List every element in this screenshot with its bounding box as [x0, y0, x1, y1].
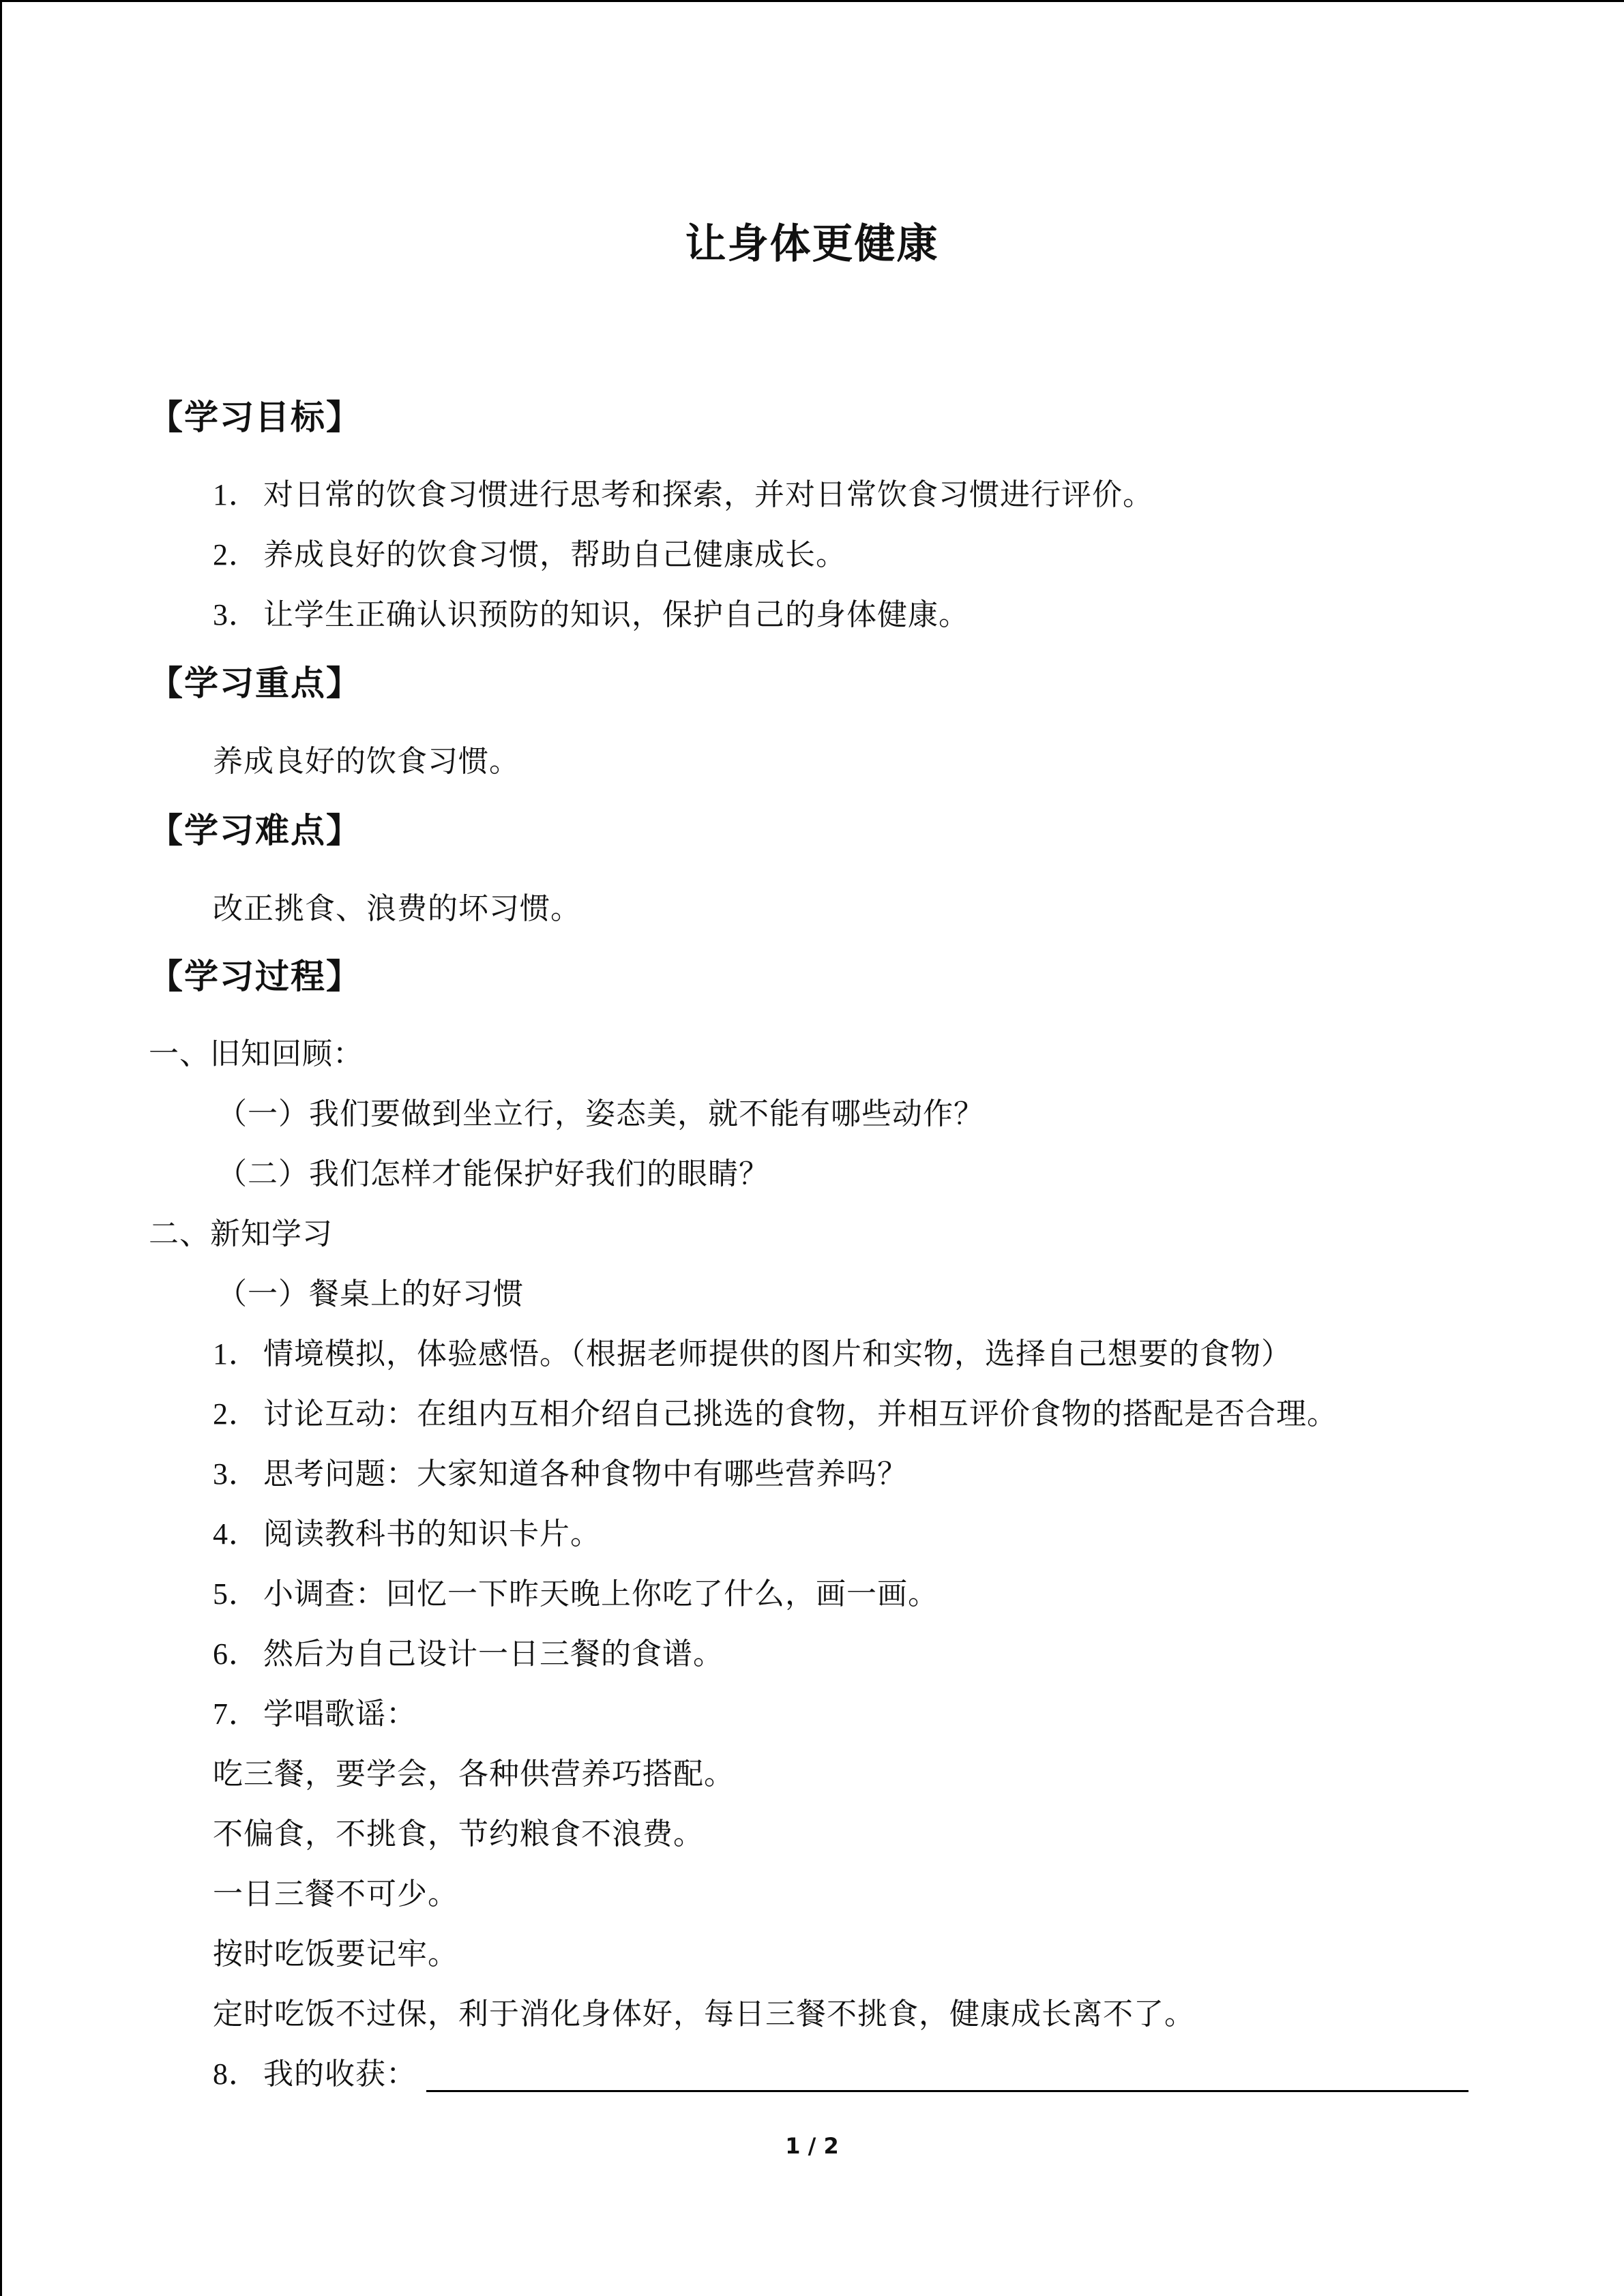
goal-text: 养成良好的饮食习惯，帮助自己健康成长。: [263, 537, 846, 572]
activity-number: 7．: [213, 1697, 259, 1731]
activity-number: 4．: [213, 1517, 259, 1551]
song-line: 定时吃饭不过保，利于消化身体好，每日三餐不挑食，健康成长离不了。: [213, 1997, 1195, 2031]
activity-text: 学唱歌谣：: [263, 1697, 417, 1731]
goal-item: [213, 595, 969, 636]
harvest-prompt: [213, 2054, 417, 2095]
activity-item: [213, 1694, 417, 1735]
song-line: 按时吃饭要记牢。: [213, 1937, 458, 1971]
document-title: 让身体更健康: [685, 220, 939, 268]
activity-item: [213, 1334, 1292, 1375]
activity-number: 2．: [213, 1397, 259, 1431]
activity-item: [213, 1454, 908, 1495]
section-heading-key-points: 【学习重点】: [149, 664, 361, 703]
song-line: 不偏食，不挑食，节约粮食不浪费。: [213, 1817, 704, 1851]
activity-text: 情境模拟，体验感悟。（根据老师提供的图片和实物，选择自己想要的食物）: [263, 1337, 1292, 1371]
new-learning-title: 二、新知学习: [149, 1217, 333, 1251]
section-heading-process: 【学习过程】: [149, 957, 361, 996]
activity-number: 1．: [213, 1337, 259, 1371]
review-title: 一、旧知回顾：: [149, 1037, 364, 1071]
activity-number: 6．: [213, 1637, 259, 1671]
song-line: 吃三餐，要学会，各种供营养巧搭配。: [213, 1757, 735, 1791]
goal-text: 让学生正确认识预防的知识，保护自己的身体健康。: [263, 597, 969, 632]
harvest-number: 8．: [213, 2057, 259, 2091]
page-border-top: [0, 0, 1624, 2]
section-heading-goals: 【学习目标】: [149, 398, 361, 437]
goal-text: 对日常的饮食习惯进行思考和探索，并对日常饮食习惯进行评价。: [263, 477, 1153, 512]
activity-text: 讨论互动：在组内互相介绍自己挑选的食物，并相互评价食物的搭配是否合理。: [263, 1397, 1338, 1431]
harvest-label: 我的收获：: [263, 2057, 417, 2091]
goal-item: [213, 475, 1153, 516]
activity-item: [213, 1574, 939, 1615]
page-number: 1 / 2: [785, 2133, 839, 2159]
goal-number: 2．: [213, 538, 259, 571]
activity-number: 3．: [213, 1457, 259, 1491]
page-border-left: [0, 0, 2, 2296]
activity-text: 小调查：回忆一下昨天晚上你吃了什么，画一画。: [263, 1577, 939, 1611]
activity-text: 阅读教科书的知识卡片。: [263, 1517, 601, 1551]
section-heading-difficulties: 【学习难点】: [149, 811, 361, 850]
activity-number: 5．: [213, 1577, 259, 1611]
activity-text: 然后为自己设计一日三餐的食谱。: [263, 1637, 724, 1671]
new-learning-subtitle: （一）餐桌上的好习惯: [217, 1277, 524, 1311]
song-line: 一日三餐不可少。: [213, 1877, 458, 1911]
harvest-answer-line[interactable]: [426, 2090, 1468, 2092]
activity-item: [213, 1514, 601, 1555]
activity-text: 思考问题：大家知道各种食物中有哪些营养吗？: [263, 1457, 908, 1491]
review-item: （一）我们要做到坐立行，姿态美，就不能有哪些动作？: [217, 1097, 984, 1131]
goal-number: 1．: [213, 478, 259, 511]
key-point-text: 养成良好的饮食习惯。: [213, 744, 520, 779]
activity-item: [213, 1634, 724, 1675]
difficulty-text: 改正挑食、浪费的坏习惯。: [213, 891, 581, 926]
goal-item: [213, 535, 846, 576]
goal-number: 3．: [213, 598, 259, 631]
review-item: （二）我们怎样才能保护好我们的眼睛？: [217, 1157, 769, 1191]
activity-item: [213, 1394, 1338, 1435]
